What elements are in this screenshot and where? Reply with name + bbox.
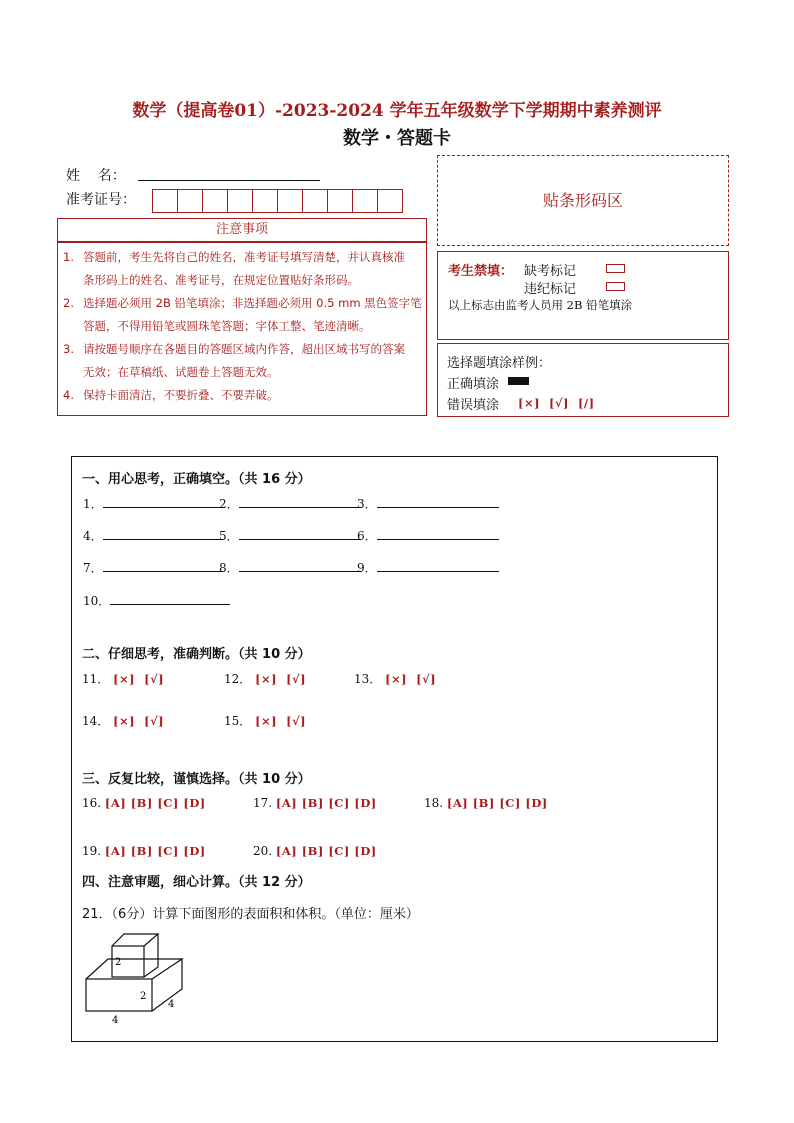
note-number: 1. (63, 250, 74, 264)
id-digit-cell[interactable] (153, 190, 178, 212)
choice-options-20[interactable]: [A] [B] [C] [D] (275, 844, 377, 858)
note-number: 2. (63, 296, 74, 310)
judge-options-11[interactable]: [×] [√] (113, 672, 165, 686)
note-text: 选择题必须用 2B 铅笔填涂；非选择题必须用 0.5 mm 黑色签字笔 (83, 296, 422, 310)
section3-title: 三、反复比较，谨慎选择。（共 10 分） (82, 772, 311, 787)
judge-options-15[interactable]: [×] [√] (255, 714, 307, 728)
q-number: 6． (357, 529, 377, 543)
answer-blank-1[interactable] (103, 494, 223, 508)
wrong-fill-label: 错误填涂 (447, 398, 500, 413)
q-number: 12． (224, 672, 252, 686)
answer-blank-5[interactable] (239, 526, 361, 540)
note-line (63, 361, 426, 384)
notes-heading: 注意事项 (215, 222, 268, 237)
id-digit-cell[interactable] (203, 190, 228, 212)
violation-label: 违纪标记 (524, 282, 577, 297)
correct-fill-sample (508, 377, 529, 385)
notes-header (57, 218, 427, 242)
wrong-fill-samples: [×] [√] [/] (518, 396, 595, 410)
note-text: 条形码上的姓名、准考证号，在规定位置贴好条形码。 (83, 273, 359, 287)
prohibit-box (437, 251, 729, 340)
id-label: 准考证号： (66, 192, 136, 208)
choice-options-17[interactable]: [A] [B] [C] [D] (275, 796, 377, 810)
section4-title: 四、注意审题，细心计算。（共 12 分） (82, 875, 311, 890)
answer-blank-9[interactable] (377, 558, 499, 572)
id-digit-cell[interactable] (378, 190, 402, 212)
q-number: 8． (219, 561, 239, 575)
judge-options-12[interactable]: [×] [√] (255, 672, 307, 686)
q-number: 18. (424, 796, 444, 810)
judge-options-13[interactable]: [×] [√] (385, 672, 437, 686)
figure-label-width: 4 (112, 1015, 119, 1026)
note-text: 答题，不得用铅笔或圆珠笔答题；字体工整、笔迹清晰。 (83, 319, 371, 333)
note-line (63, 315, 426, 338)
fill-example-box (437, 343, 729, 417)
answer-blank-2[interactable] (239, 494, 361, 508)
answer-blank-3[interactable] (377, 494, 499, 508)
section2-title: 二、仔细思考，准确判断。（共 10 分） (82, 647, 311, 662)
note-number: 3. (63, 342, 74, 356)
id-digit-cell[interactable] (328, 190, 353, 212)
id-digit-cell[interactable] (278, 190, 303, 212)
barcode-label: 贴条形码区 (542, 191, 623, 210)
note-line (63, 292, 426, 315)
id-input-grid[interactable] (152, 189, 403, 213)
choice-options-18[interactable]: [A] [B] [C] [D] (446, 796, 548, 810)
id-digit-cell[interactable] (253, 190, 278, 212)
note-number: 4. (63, 388, 74, 402)
figure-label-depth: 4 (168, 999, 175, 1010)
q-number: 19. (82, 844, 102, 858)
note-text: 无效；在草稿纸、试题卷上答题无效。 (83, 365, 279, 379)
fill-example-title: 选择题填涂样例： (447, 356, 552, 371)
correct-fill-label: 正确填涂 (447, 377, 500, 392)
figure-label-height: 2 (140, 991, 147, 1002)
note-text: 答题前，考生先将自己的姓名，准考证号填写清楚，并认真核准 (83, 250, 405, 264)
q-number: 4． (83, 529, 103, 543)
note-text: 请按题号顺序在各题目的答题区域内作答，超出区域书写的答案 (83, 342, 405, 356)
answer-blank-7[interactable] (103, 558, 223, 572)
absent-label: 缺考标记 (524, 264, 577, 279)
figure-label-small: 2 (115, 957, 122, 968)
stacked-cubes-figure (82, 929, 202, 1029)
id-digit-cell[interactable] (228, 190, 253, 212)
answer-blank-4[interactable] (103, 526, 223, 540)
q-number: 15． (224, 714, 252, 728)
absent-mark-box[interactable] (606, 264, 625, 273)
name-label: 姓 名： (66, 168, 126, 184)
answer-blank-6[interactable] (377, 526, 499, 540)
q-number: 9． (357, 561, 377, 575)
q-number: 13． (354, 672, 382, 686)
id-digit-cell[interactable] (353, 190, 378, 212)
question-21: 21．（6分）计算下面图形的表面积和体积。（单位：厘米） (82, 907, 419, 922)
choice-options-16[interactable]: [A] [B] [C] [D] (104, 796, 206, 810)
answer-blank-10[interactable] (110, 591, 230, 605)
q-number: 3． (357, 497, 377, 511)
id-digit-cell[interactable] (303, 190, 328, 212)
q-number: 14． (82, 714, 110, 728)
q-number: 11． (82, 672, 110, 686)
prohibit-label: 考生禁填： (448, 264, 514, 279)
note-line (63, 246, 426, 269)
q-number: 5． (219, 529, 239, 543)
q-number: 20. (253, 844, 273, 858)
note-text: 保持卡面清洁，不要折叠、不要弄破。 (83, 388, 279, 402)
choice-options-19[interactable]: [A] [B] [C] [D] (104, 844, 206, 858)
answer-area (71, 456, 718, 1042)
q-number: 10． (83, 594, 111, 608)
q-number: 2． (219, 497, 239, 511)
barcode-area (437, 155, 729, 246)
id-digit-cell[interactable] (178, 190, 203, 212)
judge-options-14[interactable]: [×] [√] (113, 714, 165, 728)
answer-blank-8[interactable] (239, 558, 361, 572)
notes-box (57, 242, 427, 416)
page-subtitle: 数学・答题卡 (343, 128, 451, 149)
note-line (63, 269, 426, 292)
q-number: 17. (253, 796, 273, 810)
prohibit-note: 以上标志由监考人员用 2B 铅笔填涂 (448, 298, 633, 312)
q-number: 16. (82, 796, 102, 810)
q-number: 7． (83, 561, 103, 575)
note-line (63, 338, 426, 361)
note-line (63, 384, 426, 407)
section1-title: 一、用心思考，正确填空。（共 16 分） (82, 472, 311, 487)
page-title: 数学（提高卷01）-2023-2024 学年五年级数学下学期期中素养测评 (132, 101, 662, 121)
violation-mark-box[interactable] (606, 282, 625, 291)
q-number: 1． (83, 497, 103, 511)
name-field[interactable] (138, 180, 320, 181)
